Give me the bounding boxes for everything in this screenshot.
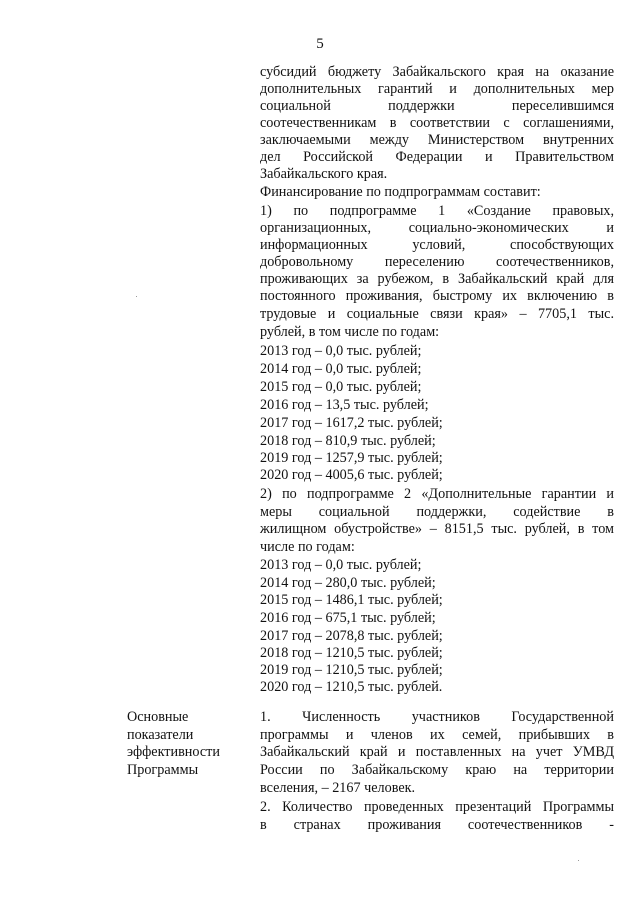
year-line: 2020 год – 1210,5 тыс. рублей. xyxy=(260,679,443,695)
text-line: 2. Количество проведенных презентаций Программы xyxy=(260,799,614,815)
year-line: 2020 год – 4005,6 тыс. рублей; xyxy=(260,467,443,483)
year-line: 2013 год – 0,0 тыс. рублей; xyxy=(260,557,422,573)
text-line: информационных условий, способствующих xyxy=(260,237,614,253)
year-line: 2017 год – 1617,2 тыс. рублей; xyxy=(260,415,443,431)
indicators-label-line: Программы xyxy=(127,762,199,778)
text-line: 1. Численность участников Государственной xyxy=(260,709,614,725)
text-line: рублей, в том числе по годам: xyxy=(260,324,440,340)
text-line: в странах проживания соотечественников - xyxy=(260,817,614,833)
year-line: 2018 год – 810,9 тыс. рублей; xyxy=(260,433,436,449)
year-line: 2015 год – 0,0 тыс. рублей; xyxy=(260,379,422,395)
text-line: Забайкальский край и поставленных на учет УМВД xyxy=(260,744,614,760)
indicators-label-line: эффективности xyxy=(127,744,220,760)
text-line: добровольному переселению соотечественников, xyxy=(260,254,614,270)
year-line: 2018 год – 1210,5 тыс. рублей; xyxy=(260,645,443,661)
text-line: трудовые и социальные связи края» – 7705,1 тыс. xyxy=(260,306,614,322)
text-line: России по Забайкальскому краю на территории xyxy=(260,762,614,778)
year-line: 2016 год – 675,1 тыс. рублей; xyxy=(260,610,436,626)
text-line: Забайкальского края. xyxy=(260,166,388,182)
text-line: социальной поддержки переселившимся xyxy=(260,98,614,114)
text-line: соотечественникам в соответствии с соглашениями, xyxy=(260,115,614,131)
text-line: 1) по подпрограмме 1 «Создание правовых, xyxy=(260,203,614,219)
financing-heading: Финансирование по подпрограммам составит: xyxy=(260,184,541,200)
speck-mark xyxy=(136,296,137,297)
speck-mark xyxy=(578,860,579,861)
text-line: постоянного проживания, быстрому их включению в xyxy=(260,288,614,304)
text-line: меры социальной поддержки, содействие в xyxy=(260,504,614,520)
text-line: программы и членов их семей, прибывших в xyxy=(260,727,614,743)
text-line: 2) по подпрограмме 2 «Дополнительные гарантии и xyxy=(260,486,614,502)
indicators-label-line: показатели xyxy=(127,727,194,743)
text-line: организационных, социально-экономических и xyxy=(260,220,614,236)
page-number: 5 xyxy=(316,36,324,52)
year-line: 2017 год – 2078,8 тыс. рублей; xyxy=(260,628,443,644)
text-line: числе по годам: xyxy=(260,539,355,555)
text-line: жилищном обустройстве» – 8151,5 тыс. рублей, в том xyxy=(260,521,614,537)
text-line: заключаемыми между Министерством внутренних xyxy=(260,132,614,148)
year-line: 2015 год – 1486,1 тыс. рублей; xyxy=(260,592,443,608)
text-line: дополнительных гарантий и дополнительных мер xyxy=(260,81,614,97)
year-line: 2016 год – 13,5 тыс. рублей; xyxy=(260,397,429,413)
year-line: 2014 год – 0,0 тыс. рублей; xyxy=(260,361,422,377)
text-line: дел Российской Федерации и Правительством xyxy=(260,149,614,165)
indicators-label-line: Основные xyxy=(127,709,189,725)
year-line: 2014 год – 280,0 тыс. рублей; xyxy=(260,575,436,591)
year-line: 2019 год – 1210,5 тыс. рублей; xyxy=(260,662,443,678)
year-line: 2019 год – 1257,9 тыс. рублей; xyxy=(260,450,443,466)
text-line: вселения, – 2167 человек. xyxy=(260,780,416,796)
year-line: 2013 год – 0,0 тыс. рублей; xyxy=(260,343,422,359)
text-line: субсидий бюджету Забайкальского края на оказание xyxy=(260,64,614,80)
text-line: проживающих за рубежом, в Забайкальский край для xyxy=(260,271,614,287)
